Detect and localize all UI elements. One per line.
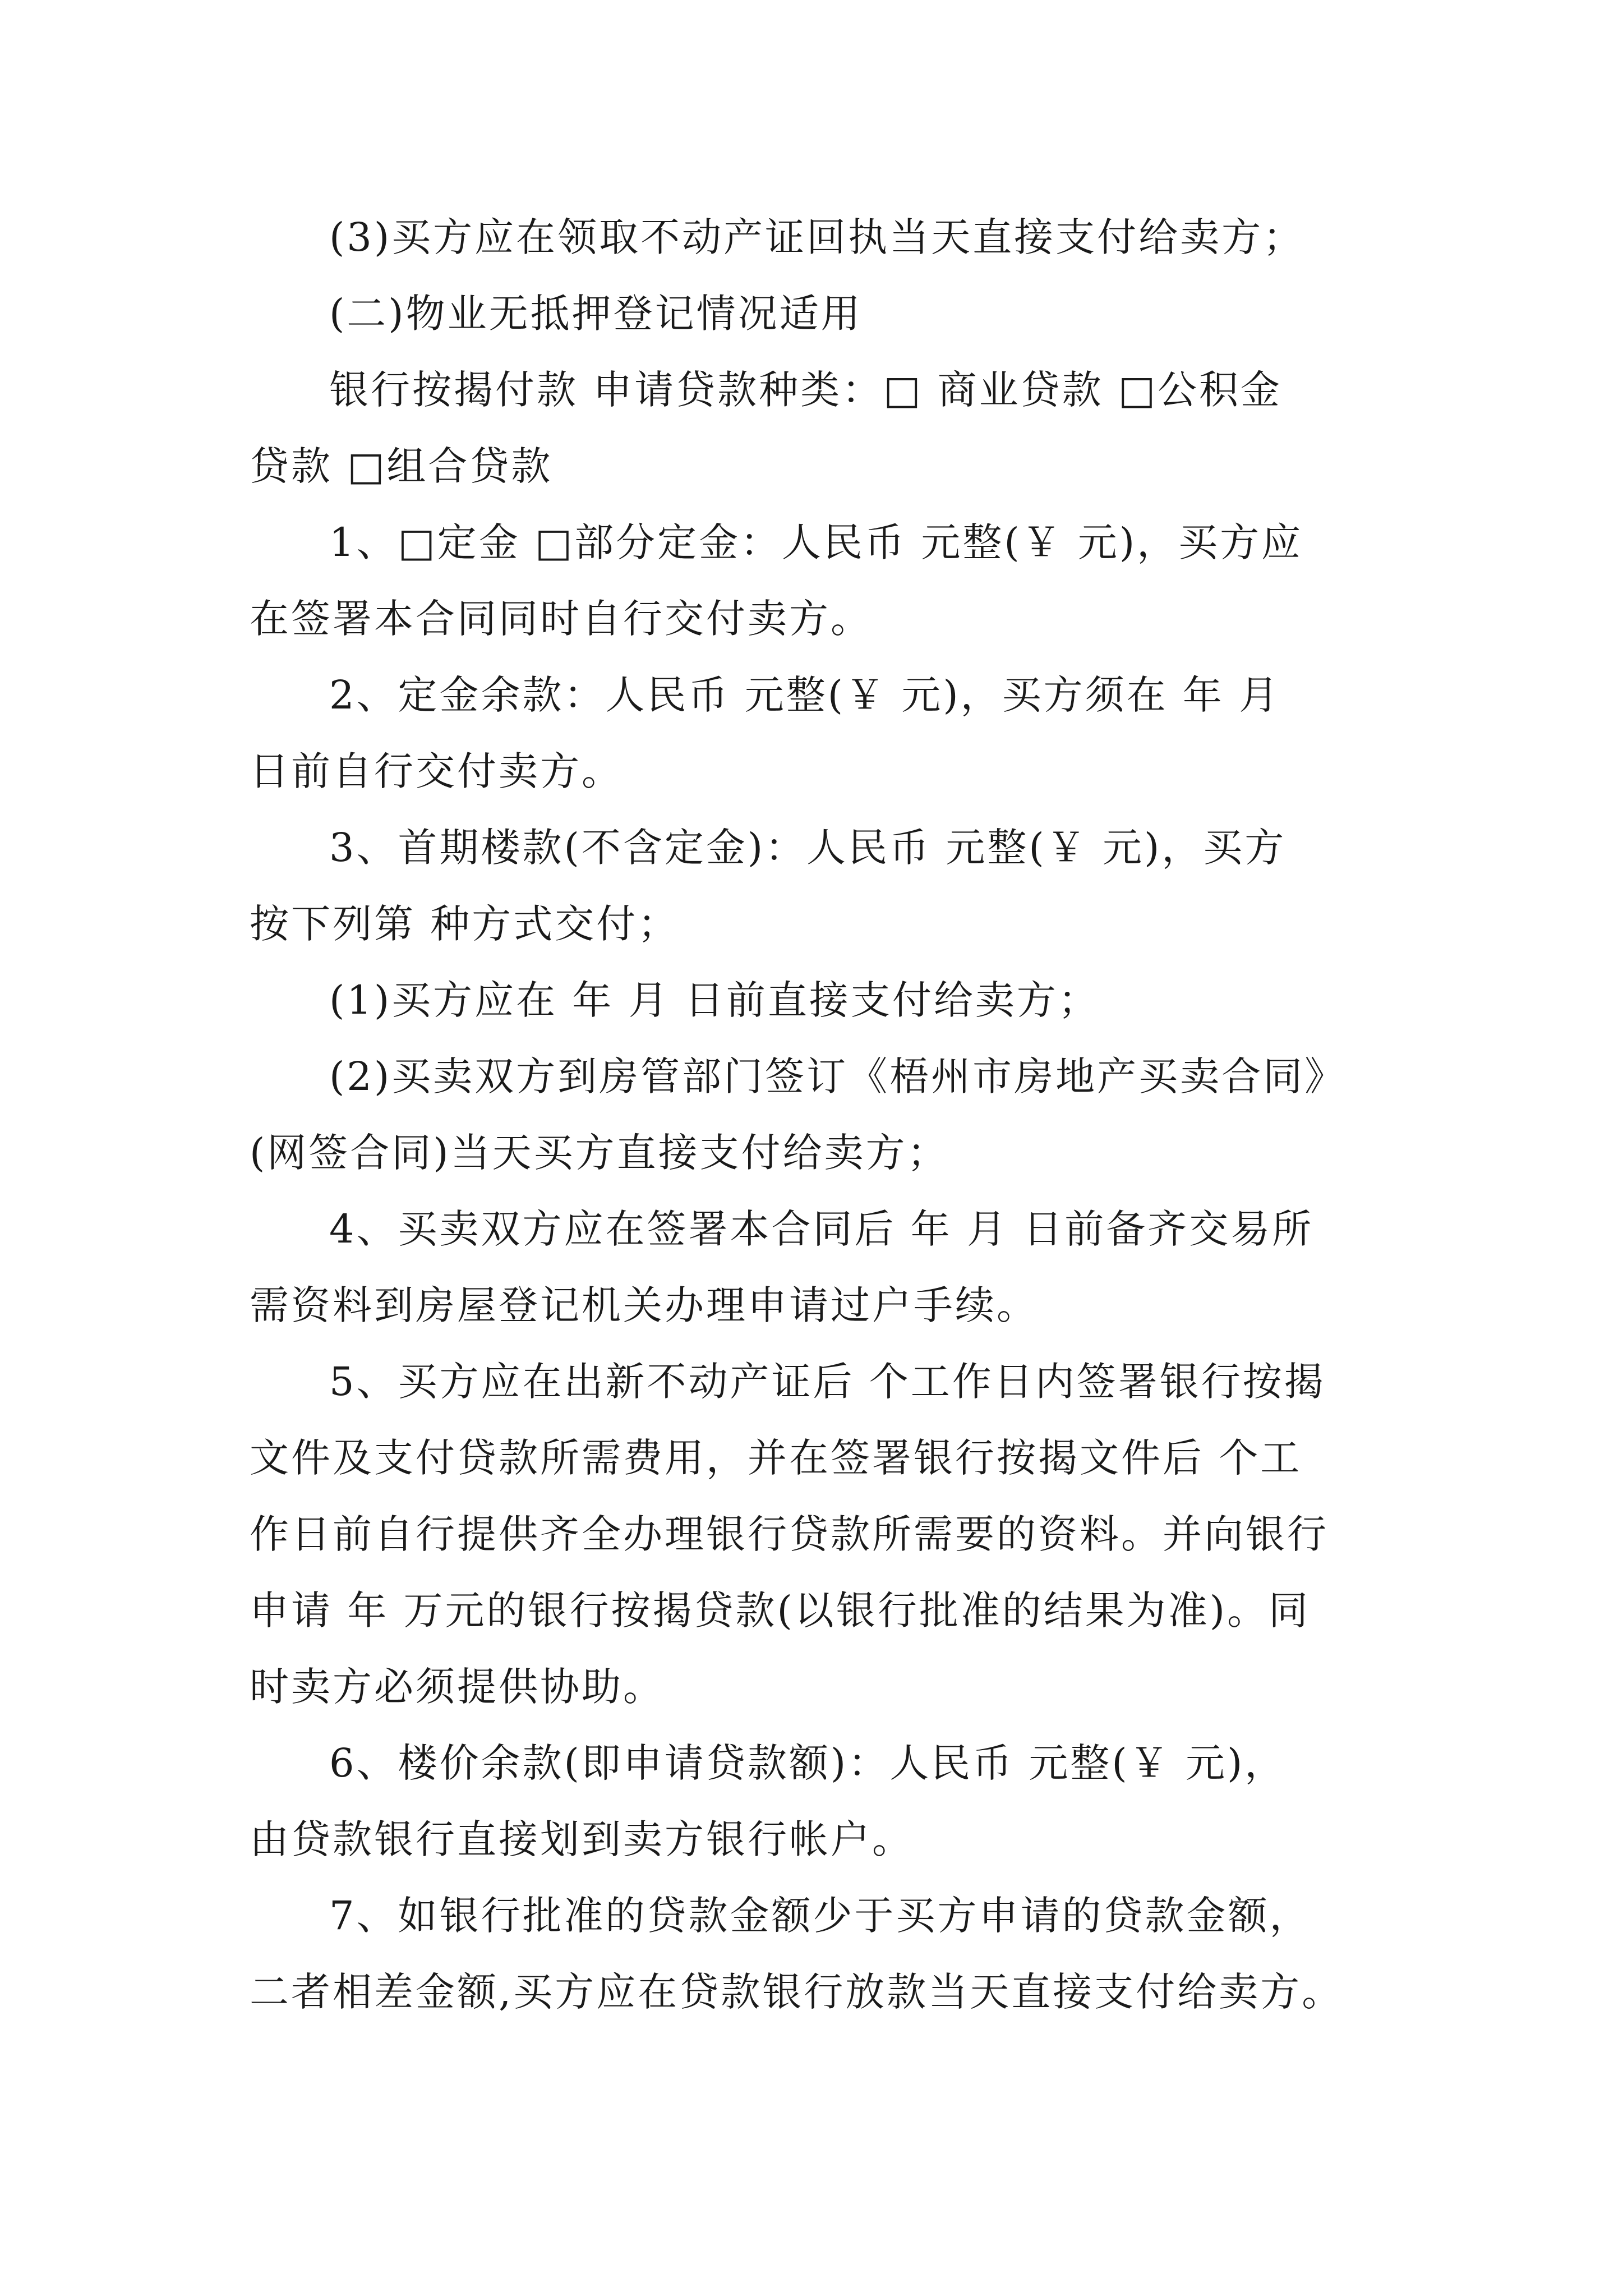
text-line: (3)买方应在领取不动产证回执当天直接支付给卖方；: [329, 214, 1305, 260]
text-line: 由贷款银行直接划到卖方银行帐户。: [250, 1816, 914, 1862]
text-line: 银行按揭付款 申请贷款种类：□ 商业贷款 □公积金: [329, 367, 1283, 413]
text-line: (2)买卖双方到房管部门签订《梧州市房地产买卖合同》: [329, 1053, 1347, 1099]
text-line: 7、如银行批准的贷款金额少于买方申请的贷款金额，: [329, 1893, 1311, 1939]
text-line: 申请 年 万元的银行按揭贷款(以银行批准的结果为准)。同: [250, 1588, 1311, 1634]
text-line: 2、定金余款：人民币 元整(￥ 元)，买方须在 年 月: [329, 672, 1281, 718]
text-line: 1、□定金 □部分定金：人民币 元整(￥ 元)，买方应: [329, 519, 1303, 565]
text-line: 4、买卖双方应在签署本合同后 年 月 日前备齐交易所: [329, 1206, 1314, 1252]
text-line: 贷款 □组合贷款: [250, 443, 553, 489]
text-line: 二者相差金额,买方应在贷款银行放款当天直接支付给卖方。: [250, 1969, 1344, 2015]
text-line: 按下列第 种方式交付；: [250, 901, 680, 947]
text-line: 时卖方必须提供协助。: [250, 1664, 665, 1710]
text-line: 日前自行交付卖方。: [250, 748, 623, 794]
text-line: (1)买方应在 年 月 日前直接支付给卖方；: [329, 977, 1100, 1023]
section-heading: (二)物业无抵押登记情况适用: [329, 291, 863, 337]
text-line: 3、首期楼款(不含定金)：人民币 元整(￥ 元)，买方: [329, 825, 1287, 871]
text-line: 在签署本合同同时自行交付卖方。: [250, 596, 872, 642]
text-line: 作日前自行提供齐全办理银行贷款所需要的资料。并向银行: [250, 1511, 1329, 1557]
document-body: [250, 199, 1382, 2030]
text-line: 5、买方应在出新不动产证后 个工作日内签署银行按揭: [329, 1359, 1326, 1405]
text-line: 需资料到房屋登记机关办理申请过户手续。: [250, 1282, 1038, 1328]
text-line: 6、楼价余款(即申请贷款额)：人民币 元整(￥ 元)，: [329, 1740, 1287, 1786]
text-line: (网签合同)当天买方直接支付给卖方；: [250, 1130, 949, 1176]
text-line: 文件及支付贷款所需费用，并在签署银行按揭文件后 个工: [250, 1435, 1302, 1481]
